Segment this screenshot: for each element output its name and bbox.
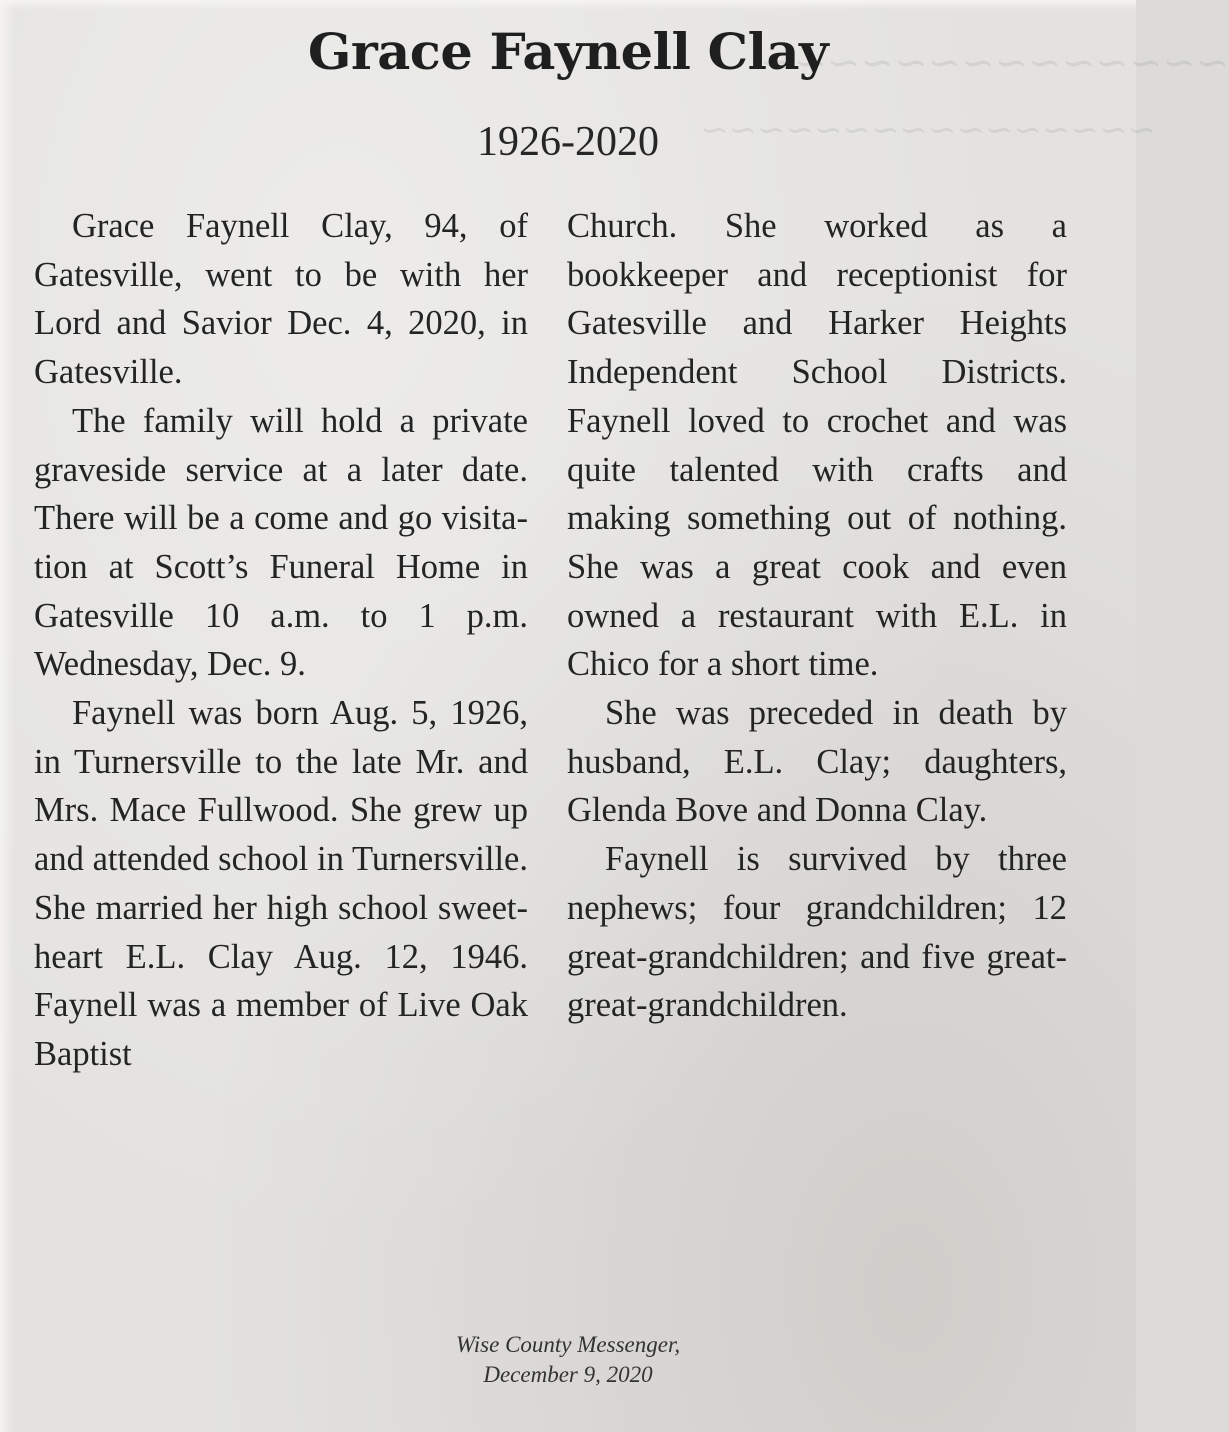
paragraph-biography-continued: Church. She worked as a bookkeeper and receptionist for Gatesville and Harker Heights Independent School Districts. Faynell loved to crochet and was quite talented with crafts and making something out of nothing. She was a great cook and even owned a restaurant with E.L. in Chico for a short time. <box>567 207 1067 684</box>
bleed-through-texture: ~~~~~~~~~~~~~~~~ <box>700 110 1156 150</box>
paragraph-service: The family will hold a private graveside service at a later date. There will be a come and go visitation at Scott’s Funeral Home in Gatesville 10 a.m. to 1 p.m. Wednesday, Dec. 9. <box>34 401 528 684</box>
source-credit <box>0 1330 1136 1390</box>
left-text-column <box>34 202 528 1079</box>
paper-edge-top <box>0 0 1136 10</box>
bleed-through-texture: ~~~~~~~~~~~~~~ <box>760 40 1229 86</box>
source-date: December 9, 2020 <box>483 1362 653 1387</box>
paragraph-death-notice: Grace Faynell Clay, 94, of Gatesville, went to be with her Lord and Savior Dec. 4, 2020, in Gatesville. <box>34 207 528 392</box>
obituary-headline: Grace Faynell Clay <box>307 22 829 81</box>
paper-edge-left <box>0 0 14 1432</box>
paragraph-survived: Faynell is survived by three nephews; four grandchildren; 12 great-grandchildren; and five great-great-grandchildren. <box>567 840 1067 1025</box>
paragraph-preceded: She was preceded in death by husband, E.L. Clay; daughters, Glenda Bove and Donna Clay. <box>567 694 1067 830</box>
life-years: 1926-2020 <box>477 119 659 165</box>
source-publication: Wise County Messenger, <box>455 1332 681 1357</box>
right-text-column <box>567 202 1067 1030</box>
paragraph-biography: Faynell was born Aug. 5, 1926, in Turnersville to the late Mr. and Mrs. Mace Fullwood. She grew up and attended school in Turnersville. She married her high school sweetheart E.L. Clay Aug. 12, 1946. Faynell was a member of Live Oak Baptist <box>34 694 528 1073</box>
